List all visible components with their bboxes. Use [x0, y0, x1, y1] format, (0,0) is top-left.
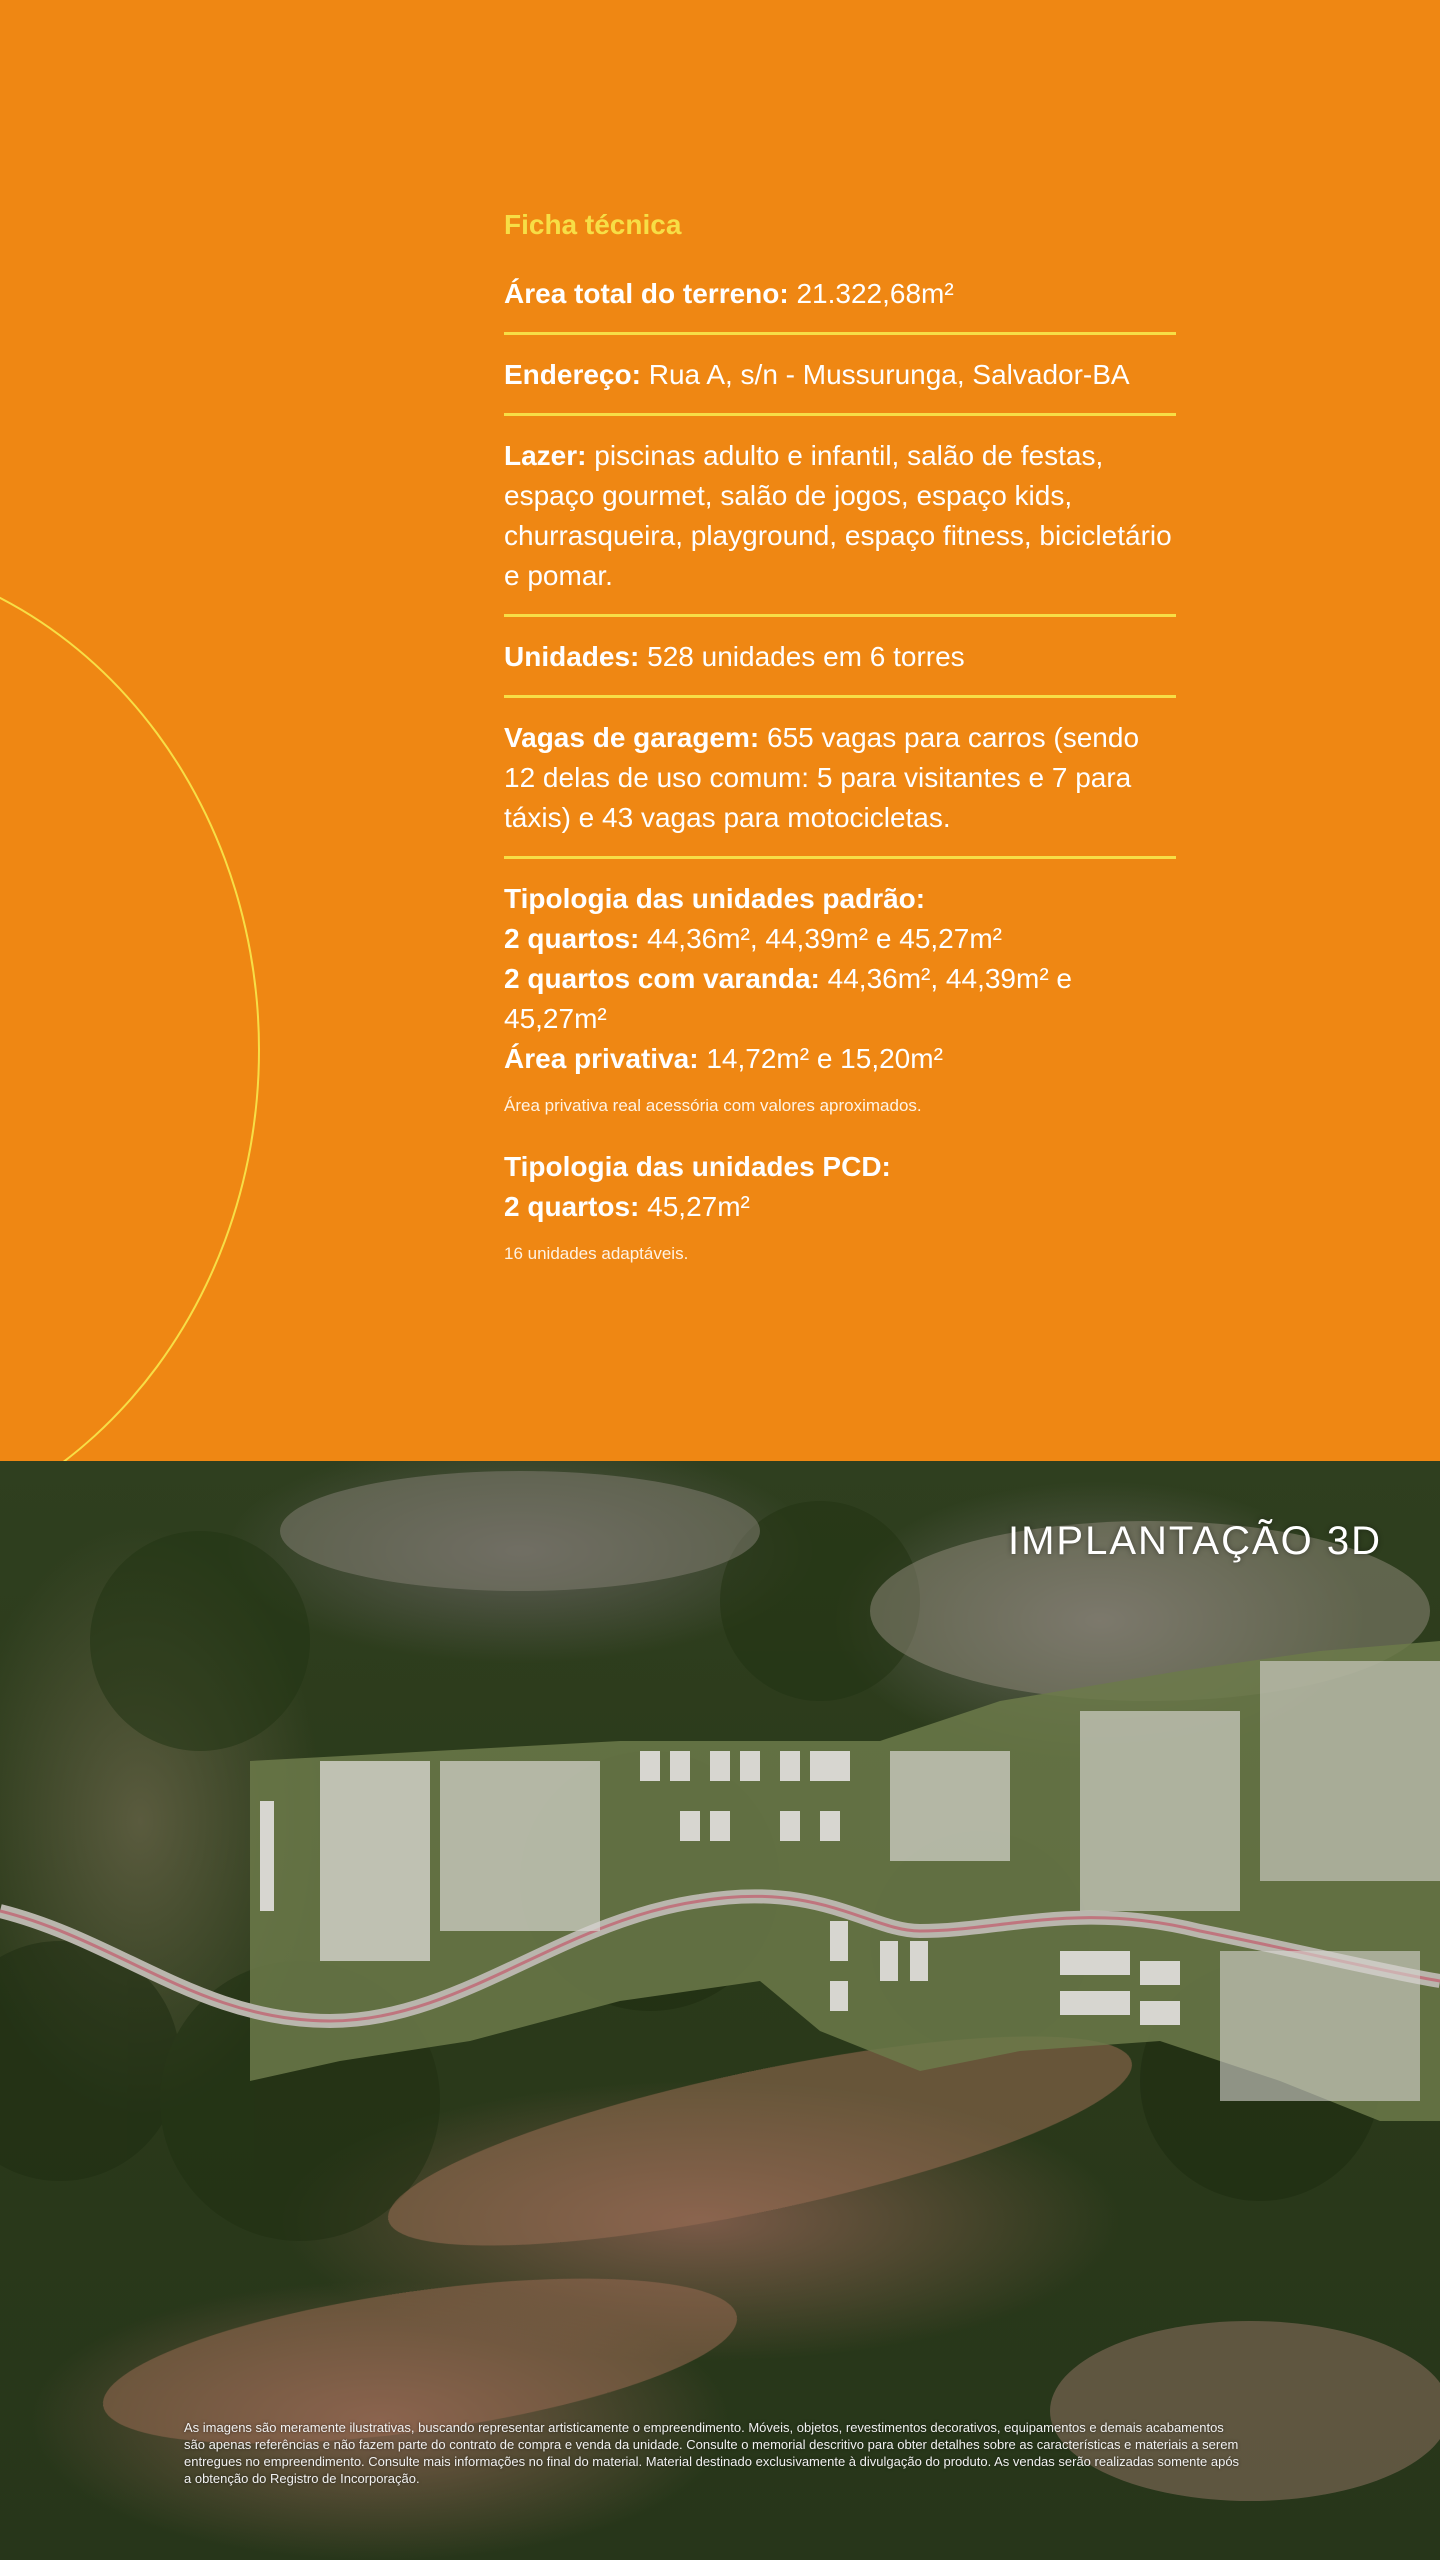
tipologia-pcd-note: 16 unidades adaptáveis. [504, 1244, 689, 1263]
tipologia-2q-value: 44,36m², 44,39m² e 45,27m² [639, 923, 1002, 954]
spec-unidades-value: 528 unidades em 6 torres [639, 641, 965, 672]
divider [504, 413, 1176, 416]
tipologia-privativa-value: 14,72m² e 15,20m² [698, 1043, 943, 1074]
ficha-tecnica [504, 200, 1176, 1267]
implantacao-3d-section [0, 1461, 1440, 2560]
tipologia-padrao-heading: Tipologia das unidades padrão: [504, 883, 926, 914]
ficha-title: Ficha técnica [504, 209, 682, 240]
tipologia-2qv-label: 2 quartos com varanda: [504, 963, 820, 994]
divider [504, 614, 1176, 617]
spec-area-value: 21.322,68m² [788, 278, 954, 309]
tipologia-padrao [504, 879, 1176, 1119]
spec-endereco [504, 355, 1176, 395]
spec-lazer-label: Lazer: [504, 440, 587, 471]
divider [504, 856, 1176, 859]
tipologia-padrao-note: Área privativa real acessória com valores aproximados. [504, 1096, 922, 1115]
spec-unidades-label: Unidades: [504, 641, 640, 672]
implantacao-title: IMPLANTAÇÃO 3D [1008, 1519, 1382, 1563]
tipologia-2q-label: 2 quartos: [504, 923, 640, 954]
spec-vagas-value: 655 vagas para carros (sendo 12 delas de uso comum: 5 para visitantes e 7 para táxis) e 43 vagas para motocicletas. [504, 722, 1140, 833]
spec-lazer [504, 436, 1176, 596]
spec-vagas [504, 718, 1176, 838]
tipologia-pcd-2q-label: 2 quartos: [504, 1191, 640, 1222]
disclaimer-text: As imagens são meramente ilustrativas, buscando representar artisticamente o empreendimento. Móveis, objetos, revestimentos decorativos, equipamentos e demais acabamentos são apenas referências e não fazem parte do contrato de compra e venda da unidade. Consulte o memorial descritivo para obter detalhes sobre as características e materiais a serem entregues no empreendimento. Consulte mais informações no final do material. Material destinado exclusivamente à divulgação do produto. As vendas serão realizadas somente após a obtenção do Registro de Incorporação. [184, 2420, 1240, 2486]
tipologia-pcd [504, 1147, 1176, 1267]
tipologia-privativa-label: Área privativa: [504, 1043, 699, 1074]
tipologia-2qv-value: 44,36m², 44,39m² e 45,27m² [504, 963, 1072, 1034]
decorative-arc [0, 550, 260, 1461]
divider [504, 695, 1176, 698]
aerial-site-image [0, 1461, 1440, 2560]
tipologia-pcd-heading: Tipologia das unidades PCD: [504, 1151, 891, 1182]
spec-endereco-value: Rua A, s/n - Mussurunga, Salvador-BA [640, 359, 1130, 390]
spec-unidades [504, 637, 1176, 677]
spec-area-total [504, 274, 1176, 314]
tipologia-pcd-2q-value: 45,27m² [639, 1191, 750, 1222]
spec-lazer-value: piscinas adulto e infantil, salão de festas, espaço gourmet, salão de jogos, espaço kids, churrasqueira, playground, espaço fitness, bicicletário e pomar. [504, 440, 1172, 591]
spec-area-label: Área total do terreno: [504, 278, 789, 309]
spec-vagas-label: Vagas de garagem: [504, 722, 760, 753]
spec-endereco-label: Endereço: [504, 359, 641, 390]
divider [504, 332, 1176, 335]
